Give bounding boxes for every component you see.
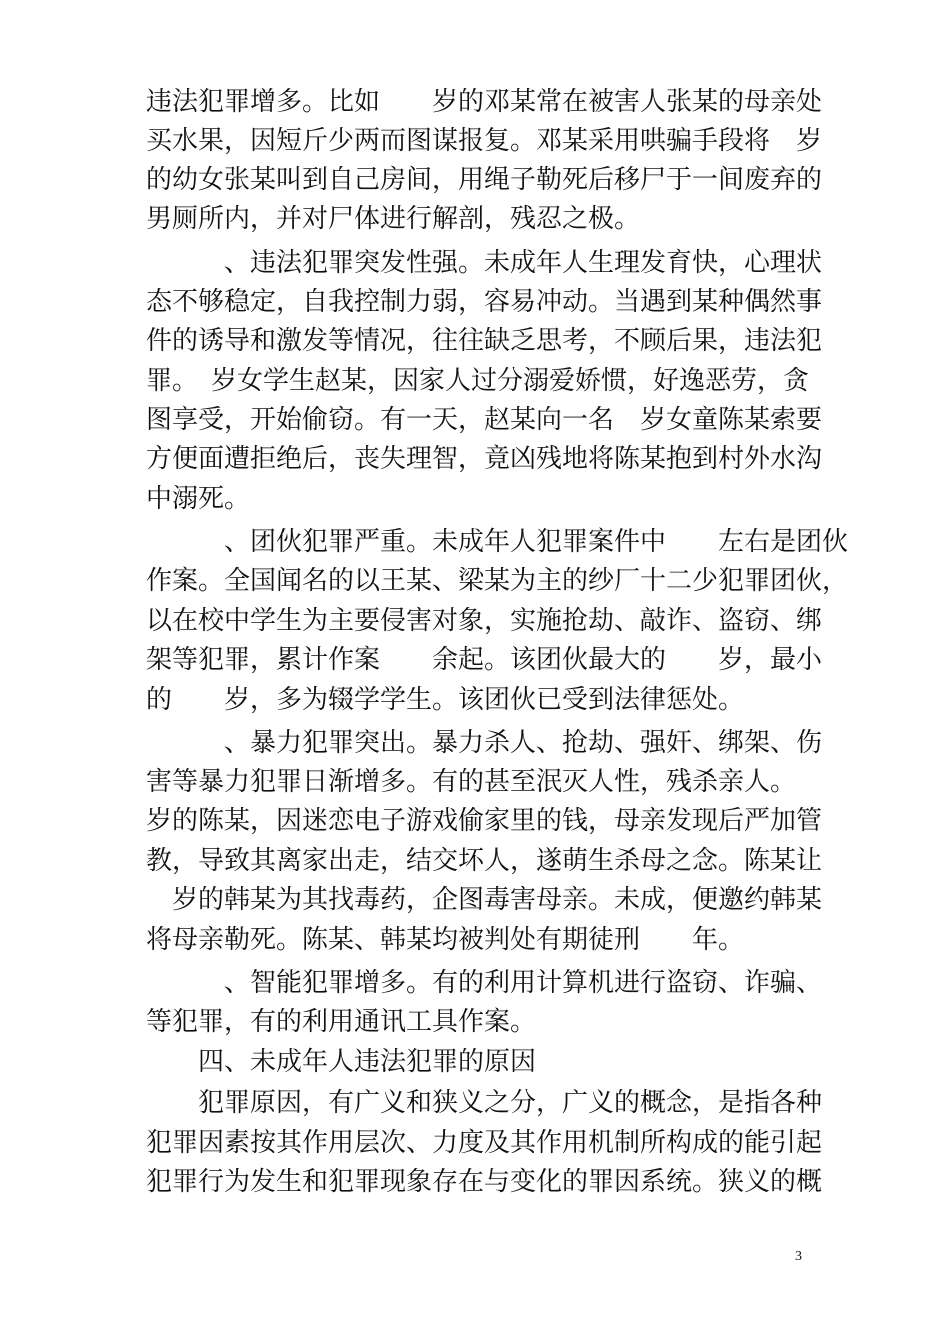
text-line: 犯罪因素按其作用层次、力度及其作用机制所构成的能引起 [146,1128,823,1158]
text-line: 以在校中学生为主要侵害对象，实施抢劫、敲诈、盗窃、绑 [146,606,823,636]
text-line: 岁的陈某，因迷恋电子游戏偷家里的钱，母亲发现后严加管 [146,806,823,836]
text-line: 男厕所内，并对尸体进行解剖，残忍之极。 [146,204,641,234]
text-line: 架等犯罪，累计作案 余起。该团伙最大的 岁，最小 [146,645,823,675]
text-line: 作案。全国闻名的以王某、梁某为主的纱厂十二少犯罪团伙， [146,566,849,596]
text-line: 岁的韩某为其找毒药，企图毒害母亲。未成，便邀约韩某 [146,885,823,915]
text-line: 犯罪行为发生和犯罪现象存在与变化的罪因系统。狭义的概 [146,1167,823,1197]
text-line: 买水果，因短斤少两而图谋报复。邓某采用哄骗手段将 岁 [146,126,823,156]
text-line: 犯罪原因，有广义和狭义之分，广义的概念，是指各种 [146,1088,823,1118]
text-line: 态不够稳定，自我控制力弱，容易冲动。当遇到某种偶然事 [146,287,823,317]
text-line: 中溺死。 [146,484,251,514]
text-line: 、违法犯罪突发性强。未成年人生理发育快，心理状 [146,248,823,278]
section-heading: 四、未成年人违法犯罪的原因 [146,1047,537,1077]
text-line: 违法犯罪增多。比如 岁的邓某常在被害人张某的母亲处 [146,87,823,117]
text-line: 、团伙犯罪严重。未成年人犯罪案件中 左右是团伙 [146,527,849,557]
text-line: 将母亲勒死。陈某、韩某均被判处有期徒刑 年。 [146,925,745,955]
page-number: 3 [795,1249,802,1264]
text-line: 图享受，开始偷窃。有一天，赵某向一名 岁女童陈某索要 [146,405,823,435]
text-line: 、暴力犯罪突出。暴力杀人、抢劫、强奸、绑架、伤 [146,728,823,758]
text-line: 罪。 岁女学生赵某，因家人过分溺爱娇惯，好逸恶劳，贪 [146,366,810,396]
text-line: 害等暴力犯罪日渐增多。有的甚至泯灭人性，残杀亲人。 [146,767,797,797]
text-line: 等犯罪，有的利用通讯工具作案。 [146,1007,537,1037]
text-line: 的 岁，多为辍学学生。该团伙已受到法律惩处。 [146,685,745,715]
text-line: 件的诱导和激发等情况，往往缺乏思考，不顾后果，违法犯 [146,326,823,356]
text-line: 方便面遭拒绝后，丧失理智，竟凶残地将陈某抱到村外水沟 [146,444,823,474]
text-line: 的幼女张某叫到自己房间，用绳子勒死后移尸于一间废弃的 [146,165,823,195]
text-line: 、智能犯罪增多。有的利用计算机进行盗窃、诈骗、 [146,968,823,998]
text-line: 教，导致其离家出走，结交坏人，遂萌生杀母之念。陈某让 [146,846,823,876]
